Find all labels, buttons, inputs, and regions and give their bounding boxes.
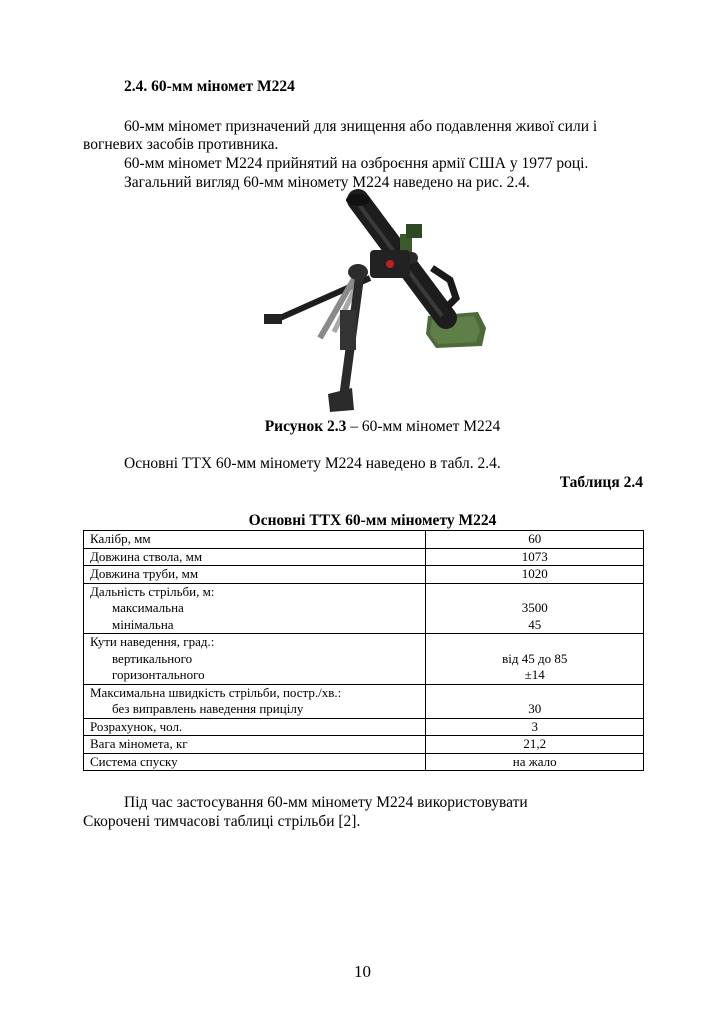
row-value: 3 bbox=[426, 718, 644, 736]
row-label: Максимальна швидкість стрільби, постр./хв.: bbox=[90, 684, 342, 700]
table-row bbox=[84, 718, 644, 736]
row-value: 3500 bbox=[521, 600, 548, 615]
table-title: Основні ТТХ 60-мм міномету М224 bbox=[248, 512, 497, 529]
table-label: Таблиця 2.4 bbox=[559, 474, 643, 491]
row-value: 1073 bbox=[426, 548, 644, 566]
row-sublabel: вертикального bbox=[112, 650, 193, 666]
closing-line-1: Під час застосування 60-мм міномету М224 використовувати bbox=[124, 794, 528, 811]
row-value: 21,2 bbox=[426, 736, 644, 754]
closing-line-2: Скорочені тимчасові таблиці стрільби [2]. bbox=[83, 813, 361, 830]
row-sublabel: мінімальна bbox=[112, 616, 174, 632]
section-heading: 2.4. 60-мм міномет М224 bbox=[124, 78, 295, 95]
row-label: Калібр, мм bbox=[84, 531, 426, 549]
paragraph-3: Загальний вигляд 60-мм міномету М224 наведено на рис. 2.4. bbox=[124, 174, 530, 191]
row-sublabel: максимальна bbox=[112, 600, 184, 615]
figure-caption-text: – 60-мм міномет М224 bbox=[346, 418, 501, 435]
table-row bbox=[84, 583, 644, 634]
row-label: Система спуску bbox=[84, 753, 426, 771]
row-value: від 45 до 85 bbox=[502, 650, 568, 666]
table-row bbox=[84, 634, 644, 685]
page-number: 10 bbox=[354, 962, 371, 981]
figure-caption-label: Рисунок 2.3 bbox=[264, 418, 347, 435]
table-row bbox=[84, 753, 644, 771]
row-label: Кути наведення, град.: bbox=[90, 634, 215, 649]
figure-caption bbox=[20, 418, 725, 436]
row-sublabel: без виправлень наведення прицілу bbox=[112, 701, 304, 716]
ttx-table bbox=[83, 530, 644, 771]
table-row bbox=[84, 548, 644, 566]
row-label: Дальність стрільби, м: bbox=[90, 583, 215, 599]
table-row bbox=[84, 531, 644, 549]
row-label: Довжина ствола, мм bbox=[84, 548, 426, 566]
table-row bbox=[84, 566, 644, 584]
row-value: на жало bbox=[426, 753, 644, 771]
row-label: Вага міномета, кг bbox=[84, 736, 426, 754]
paragraph-1-line-2: вогневих засобів противника. bbox=[83, 136, 279, 153]
table-intro: Основні ТТХ 60-мм міномету М224 наведено в табл. 2.4. bbox=[124, 455, 501, 472]
table-row bbox=[84, 684, 644, 718]
row-value: 30 bbox=[528, 701, 542, 716]
row-label: Довжина труби, мм bbox=[84, 566, 426, 584]
paragraph-2: 60-мм міномет М224 прийнятий на озброєння армії США у 1977 році. bbox=[124, 155, 589, 172]
row-value: 45 bbox=[528, 616, 542, 632]
paragraph-1-line-1: 60-мм міномет призначений для знищення або подавлення живої сили і bbox=[124, 118, 598, 135]
row-value: ±14 bbox=[524, 667, 545, 682]
row-value: 60 bbox=[426, 531, 644, 549]
mortar-image bbox=[250, 188, 490, 424]
row-label: Розрахунок, чол. bbox=[84, 718, 426, 736]
table-row bbox=[84, 736, 644, 754]
row-value: 1020 bbox=[426, 566, 644, 584]
row-sublabel: горизонтального bbox=[112, 667, 205, 682]
